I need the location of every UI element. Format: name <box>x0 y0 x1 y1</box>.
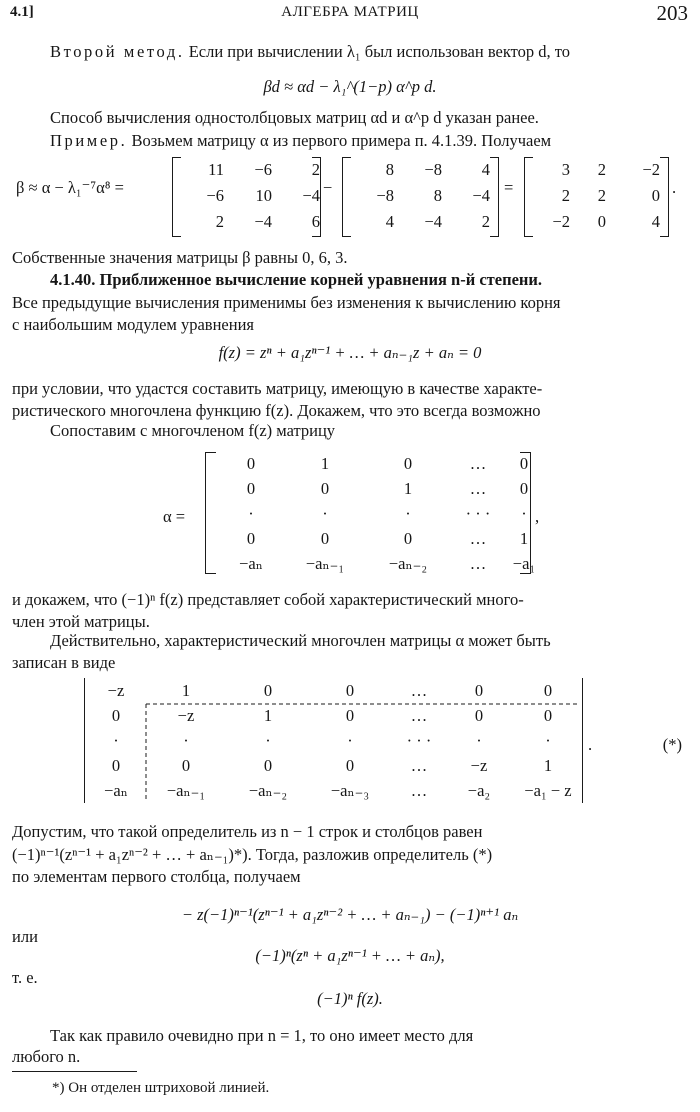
det-cell: 0 <box>474 705 484 725</box>
alpha-cell: · <box>322 503 328 523</box>
m2-cell: 4 <box>385 211 394 231</box>
det-cell: · <box>113 730 119 750</box>
det-cell: −aₙ₋₁ <box>166 780 206 800</box>
det-cell: · <box>183 730 189 750</box>
det-cell: 1 <box>181 681 191 700</box>
m2-cell: 8 <box>385 160 394 179</box>
det-cell: 0 <box>345 705 355 725</box>
alpha-matrix <box>216 452 544 576</box>
p3-line: Сопоставим с многочленом f(z) матрицу <box>50 421 336 440</box>
m2-right-bracket <box>490 157 499 237</box>
or-word: или <box>12 927 38 946</box>
det-cell: … <box>410 681 428 700</box>
alpha-left-bracket <box>205 452 216 574</box>
det-cell: 1 <box>543 755 553 775</box>
det-cell: −z <box>470 755 488 775</box>
det-cell: · <box>265 730 271 750</box>
p1-line-2: с наибольшим модулем уравнения <box>12 315 254 334</box>
alpha-right-bracket <box>520 452 531 574</box>
det-cell: 0 <box>345 681 355 700</box>
det-cell: −z <box>107 681 125 700</box>
alpha-cell: · <box>248 503 254 523</box>
m3-cell: 0 <box>651 185 660 205</box>
section-title: Приближенное вычисление корней уравнения n-й степени. <box>99 270 543 289</box>
matrix-2 <box>350 158 490 234</box>
alpha-cell: 1 <box>519 528 529 548</box>
equation-1: f(z) = zⁿ + a₁zⁿ⁻¹ + … + aₙ₋₁z + aₙ = 0 <box>218 343 482 362</box>
det-cell: · · · <box>406 730 432 750</box>
method2-note: Способ вычисления одностолбцовых матриц αd и α^p d указан ранее. <box>50 108 539 127</box>
det-cell: −a₁ − z <box>524 780 572 800</box>
det-cell: 0 <box>111 705 121 725</box>
matrix-3 <box>532 158 660 234</box>
alpha-cell: … <box>469 553 487 573</box>
det-cell: 0 <box>263 681 273 700</box>
equation-3: (−1)ⁿ(zⁿ + a₁zⁿ⁻¹ + … + aₙ), <box>255 946 445 965</box>
p4-line-1: и докажем, что (−1)ⁿ f(z) представляет собой характеристический много- <box>12 590 524 609</box>
alpha-cell: 0 <box>519 454 529 473</box>
det-cell: 1 <box>263 705 273 725</box>
det-period: . <box>588 735 593 754</box>
minor-separator <box>140 698 593 808</box>
det-cell: 0 <box>474 681 484 700</box>
m3-cell: 2 <box>597 185 606 205</box>
eigenvalues-line: Собственные значения матрицы β равны 0, 6, 3. <box>12 248 348 267</box>
example-line <box>50 129 686 153</box>
m2-cell: 2 <box>481 211 490 231</box>
period: . <box>672 178 677 197</box>
p5-line-2: записан в виде <box>12 653 116 672</box>
det-left-bar <box>84 678 85 803</box>
det-cell: … <box>410 705 428 725</box>
p6-line-2: (−1)ⁿ⁻¹(zⁿ⁻¹ + a₁zⁿ⁻² + … + aₙ₋₁)*). Тогда, разложив определитель (*) <box>12 845 493 864</box>
m1-cell: −6 <box>206 185 224 205</box>
m1-cell: 6 <box>311 211 320 231</box>
m1-cell: 10 <box>255 185 272 205</box>
p6-line-3: по элементам первого столбца, получаем <box>12 867 301 886</box>
equation-2: − z(−1)ⁿ⁻¹(zⁿ⁻¹ + a₁zⁿ⁻² + … + aₙ₋₁) − (−1)ⁿ⁺¹ aₙ <box>181 905 519 924</box>
p4-line-2: член этой матрицы. <box>12 612 150 631</box>
alpha-cell: 0 <box>519 478 529 498</box>
det-cell: −aₙ₋₃ <box>330 780 370 800</box>
equation-label: (*) <box>662 735 682 754</box>
footnote: *) Он отделен штриховой линией. <box>52 1080 270 1096</box>
alpha-cell: 0 <box>320 528 330 548</box>
det-cell: −aₙ₋₂ <box>248 780 288 800</box>
method2-formula: βd ≈ αd − λ₁^(1−p) α^p d. <box>263 77 437 96</box>
m1-cell: −6 <box>254 160 272 179</box>
alpha-cell: −aₙ <box>239 553 263 573</box>
alpha-cell: −a₁ <box>512 553 536 573</box>
m2-cell: 8 <box>433 185 442 205</box>
m1-cell: 11 <box>208 160 224 179</box>
p2-line-1: при условии, что удастся составить матрицу, имеющую в качестве характе- <box>12 379 543 398</box>
alpha-cell: 1 <box>403 478 413 498</box>
alpha-cell: 1 <box>320 454 330 473</box>
alpha-cell: 0 <box>246 454 256 473</box>
det-cell: −aₙ <box>104 780 128 800</box>
det-cell: 0 <box>263 755 273 775</box>
example-lhs: β ≈ α − λ₁⁻⁷α⁸ = <box>16 178 124 197</box>
m3-right-bracket <box>660 157 669 237</box>
ie-word: т. е. <box>12 968 38 987</box>
alpha-cell: 0 <box>320 478 330 498</box>
m3-cell: 0 <box>597 211 606 231</box>
det-cell: … <box>410 755 428 775</box>
m2-cell: −4 <box>424 211 442 231</box>
m3-cell: −2 <box>552 211 570 231</box>
alpha-label: α = <box>163 507 186 526</box>
det-cell: 0 <box>543 705 553 725</box>
alpha-cell: · <box>521 503 527 523</box>
alpha-cell: … <box>469 454 487 473</box>
m3-cell: 2 <box>597 160 606 179</box>
m3-cell: 4 <box>651 211 660 231</box>
alpha-cell: 0 <box>246 528 256 548</box>
m2-cell: 4 <box>481 160 490 179</box>
alpha-cell: … <box>469 528 487 548</box>
equals-sign: = <box>504 178 514 197</box>
m2-cell: −4 <box>472 185 490 205</box>
det-cell: −a₂ <box>467 780 491 800</box>
p7-line-2: любого n. <box>12 1047 81 1066</box>
p1-line-1: Все предыдущие вычисления применимы без изменения к вычислению корня <box>12 293 561 312</box>
m1-cell: 2 <box>215 211 224 231</box>
det-cell: 0 <box>543 681 553 700</box>
det-cell: 0 <box>111 755 121 775</box>
alpha-cell: 0 <box>403 528 413 548</box>
m2-cell: −8 <box>424 160 442 179</box>
section-ref: 4.1] <box>10 4 34 20</box>
det-cell: · <box>347 730 353 750</box>
section-heading <box>50 268 686 292</box>
alpha-cell: −aₙ₋₂ <box>388 553 428 573</box>
p6-line-1: Допустим, что такой определитель из n − 1 строк и столбцов равен <box>12 822 483 841</box>
m3-cell: 2 <box>561 185 570 205</box>
example-lead: Пример. <box>50 131 128 150</box>
m1-cell: −4 <box>254 211 272 231</box>
method2-line <box>50 40 686 64</box>
m3-cell: 3 <box>561 160 570 179</box>
p2-line-2: ристического многочлена функцию f(z). Докажем, что это всегда возможно <box>12 401 541 420</box>
example-text: Возьмем матрицу α из первого примера п. 4.1.39. Получаем <box>127 131 552 150</box>
m1-cell: −4 <box>302 185 320 205</box>
matrix-1 <box>180 158 320 234</box>
p7-line-1: Так как правило очевидно при n = 1, то оно имеет место для <box>50 1026 474 1045</box>
det-cell: −z <box>177 705 195 725</box>
det-cell: 0 <box>345 755 355 775</box>
running-title: АЛГЕБРА МАТРИЦ <box>281 4 419 20</box>
minus-sign: − <box>323 178 333 197</box>
m3-cell: −2 <box>642 160 660 179</box>
p5-line-1: Действительно, характеристический многочлен матрицы α может быть <box>50 631 551 650</box>
method2-text: Если при вычислении λ₁ был использован вектор d, то <box>184 42 571 61</box>
det-cell: 0 <box>181 755 191 775</box>
det-cell: … <box>410 780 428 800</box>
equation-4: (−1)ⁿ f(z). <box>317 989 383 1008</box>
det-cell: · <box>545 730 551 750</box>
det-cell: · <box>476 730 482 750</box>
m1-right-bracket <box>312 157 321 237</box>
method2-lead: Второй метод. <box>50 42 185 61</box>
alpha-cell: · · · <box>465 503 491 523</box>
alpha-cell: −aₙ₋₁ <box>305 553 345 573</box>
m1-cell: 2 <box>311 160 320 179</box>
alpha-cell: 0 <box>246 478 256 498</box>
alpha-cell: 0 <box>403 454 413 473</box>
page-number: 203 <box>656 1 688 25</box>
section-number: 4.1.40. <box>50 270 96 289</box>
alpha-cell: · <box>405 503 411 523</box>
alpha-cell: … <box>469 478 487 498</box>
comma: , <box>535 507 540 526</box>
m2-cell: −8 <box>376 185 394 205</box>
footnote-rule <box>12 1071 137 1072</box>
